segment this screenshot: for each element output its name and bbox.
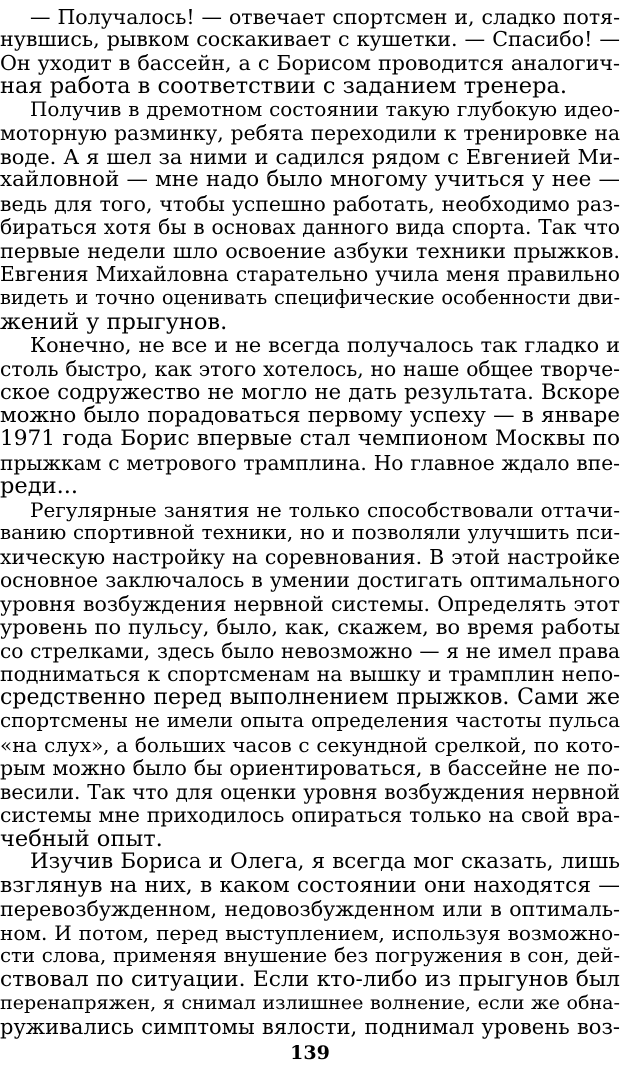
text-line: ная работа в соответствии с заданием тренера.: [0, 73, 568, 99]
text-line: весили. Так что для оценки уровня возбуждения нервной: [0, 780, 620, 804]
text-line: Получив в дремотном состоянии такую глубокую идео-: [30, 98, 620, 121]
text-line: видеть и точно оценивать специфические особенности дви-: [0, 286, 620, 309]
text-line: со стрелками, здесь было невозможно — я не имел права: [0, 639, 620, 663]
text-line: чебный опыт.: [0, 826, 163, 852]
text-line: «на слух», а больших часов с секундной срелкой, по кото-: [0, 733, 620, 757]
text-line: жений у прыгунов.: [0, 309, 228, 335]
text-line: Конечно, не все и не всегда получалось так гладко и: [30, 333, 620, 357]
text-line: воде. А я шел за ними и садился рядом с Евгенией Ми-: [0, 145, 620, 169]
text-line: ское содружество не могло не дать результата. Вскоре: [0, 379, 620, 404]
text-line: ном. И потом, перед выступлением, используя возможно-: [0, 921, 620, 945]
text-line: уровня возбуждения нервной системы. Определять этот: [0, 592, 620, 616]
text-line: спортсмены не имели опыта определения частоты пульса: [0, 709, 620, 732]
text-line: моторную разминку, ребята переходили к тренировке на: [0, 121, 620, 145]
text-line: прыжкам с метрового трамплина. Но главное ждало впе-: [0, 451, 620, 475]
text-line: ведь для того, чтобы успешно работать, необходимо раз-: [0, 192, 620, 216]
text-line: нувшись, рывком соскакивает с кушетки. — Спасибо! —: [0, 27, 620, 51]
text-line: взглянув на них, в каком состоянии они находятся —: [0, 873, 620, 898]
text-line: 1971 года Борис впервые стал чемпионом Москвы по: [0, 426, 620, 451]
text-line: хайловной — мне надо было многому учиться у нее —: [0, 167, 620, 192]
text-line: руживались симптомы вялости, поднимал уровень воз-: [0, 1015, 620, 1039]
text-line: Евгения Михайловна старательно учила меня правильно: [0, 262, 620, 286]
text-line: Регулярные занятия не только способствовали оттачи-: [30, 498, 620, 522]
text-line: Изучив Бориса и Олега, я всегда мог сказать, лишь: [30, 849, 620, 874]
text-line: подниматься к спортсменам на вышку и трамплин непо-: [0, 662, 620, 686]
text-line: Он уходит в бассейн, а с Борисом проводится аналогич-: [0, 51, 620, 75]
text-line: ванию спортивной техники, но и позволяли улучшить пси-: [0, 521, 620, 544]
text-line: сти слова, применяя внушение без погружения в сон, дей-: [0, 944, 620, 967]
text-line: реди...: [0, 473, 79, 499]
text-line: системы мне приходилось опираться только на свой вра-: [0, 803, 620, 827]
text-line: перенапряжен, я снимал излишнее волнение, если же обна-: [0, 991, 620, 1014]
text-line: — Получалось! — отвечает спортсмен и, сладко потя-: [30, 5, 620, 29]
text-line: уровень по пульсу, было, как, скажем, во время работы: [0, 615, 620, 639]
text-line: ствовал по ситуации. Если кто-либо из прыгунов был: [0, 967, 620, 992]
text-line: основное заключалось в умении достигать оптимального: [0, 568, 620, 592]
text-line: можно было порадоваться первому успеху — в январе: [0, 403, 620, 428]
text-line: средственно перед выполнением прыжков. Сами же: [0, 685, 620, 710]
text-line: бираться хотя бы в основах данного вида спорта. Так что: [0, 215, 620, 239]
text-line: хическую настройку на соревнования. В этой настройке: [0, 545, 620, 569]
text-line: столь быстро, как этого хотелось, но наше общее творче-: [0, 357, 620, 381]
text-line: перевозбужденном, недовозбужденном или в оптималь-: [0, 897, 620, 921]
page-number: 139: [290, 1042, 330, 1064]
text-line: рым можно было бы ориентироваться, в бассейне не по-: [0, 756, 620, 780]
text-line: первые недели шло освоение азбуки техники прыжков.: [0, 239, 620, 263]
